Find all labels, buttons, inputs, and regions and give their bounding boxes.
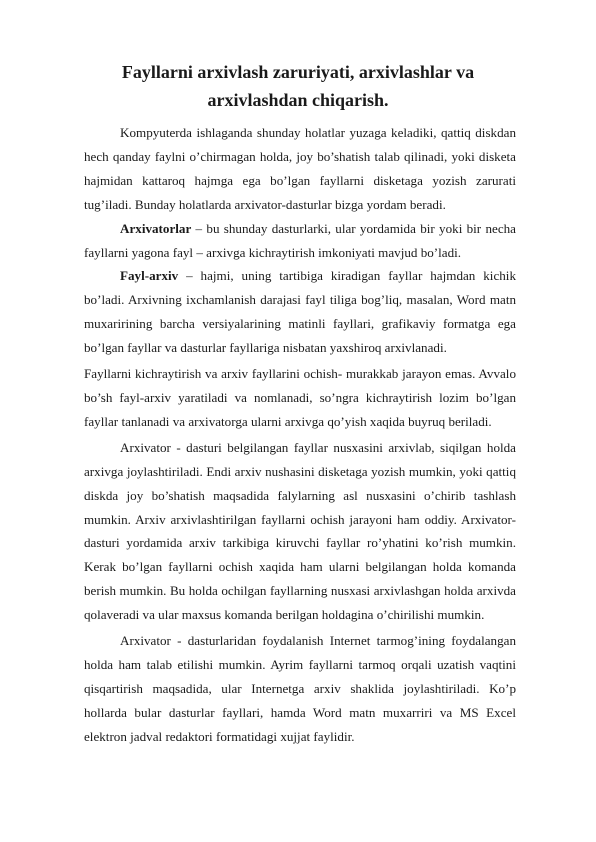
document-body bbox=[84, 121, 516, 749]
paragraph-arxivatorlar bbox=[84, 217, 516, 265]
paragraph-fayl-arxiv bbox=[84, 264, 516, 360]
paragraph-arxivator-dasturi: Arxivator - dasturi belgilangan fayllar nusxasini arxivlab, siqilgan holda arxivga joylashtiriladi. Endi arxiv nushasini disketaga yozish mumkin, yoki qattiq diskda joy bo’shatish maqsadida falylarning asl nusxasini o’chirib tashlash mumkin. Arxiv arxivlashtirilgan fayllarni ochish jarayoni ham oddiy. Arxivator-dasturi yordamida arxiv tarkibiga kiruvchi fayllar ro’yhatini ko’rish mumkin. Kerak bo’lgan fayllarni ochish xaqida ham ularni belgilangan holda komanda berish mumkin. Bu holda ochilgan fayllarning nusxasi arxivlashgan holda arxivda qolaveradi va ular maxsus komanda berilgan holdagina o’chirilishi mumkin. bbox=[84, 439, 516, 623]
definition-arxivatorlar: – bu shunday dasturlarki, ular yordamida bir yoki bir necha fayllarni yagona fayl – arxivga kichraytirish imkoniyati mavjud bo’ladi. bbox=[84, 220, 516, 260]
term-fayl-arxiv: Fayl-arxiv bbox=[120, 268, 179, 284]
term-arxivatorlar: Arxivatorlar bbox=[120, 220, 192, 236]
paragraph-intro: Kompyuterda ishlaganda shunday holatlar yuzaga keladiki, qattiq diskdan hech qanday faylni o’chirmagan holda, joy bo’shatish talab qilinadi, yoki disketa hajmidan kattaroq hajmga ega bo’lgan fayllarni disketaga yozish zarurati tug’iladi. Bunday holatlarda arxivator-dasturlar bizga yordam beradi. bbox=[84, 125, 516, 212]
paragraph-kichraytirish: Fayllarni kichraytirish va arxiv fayllarini ochish- murakkab jarayon emas. Avvalo bo’sh fayl-arxiv yaratiladi va nomlanadi, so’ngra kichraytirish lozim bo’lgan fayllar tanlanadi va arxivatorga ularni arxivga qo’yish xaqida buyruq beriladi. bbox=[84, 366, 516, 429]
definition-fayl-arxiv: – hajmi, uning tartibiga kiradigan fayllar hajmdan kichik bo’ladi. Arxivning ixchamlanish darajasi fayl tiliga bog’liq, masalan, Word matn muxaririning barcha versiyalarining matinli fayllari, grafikaviy formatga ega bo’lgan fayllar va dasturlar fayllariga nisbatan yaxshiroq arxivlanadi. bbox=[84, 268, 516, 356]
paragraph-internet: Arxivator - dasturlaridan foydalanish Internet tarmog’ining foydalangan holda ham talab etilishi mumkin. Ayrim fayllarni tarmoq orqali uzatish vaqtini qisqartirish maqsadida, ular Internetga arxiv shaklida joylashtiriladi. Ko’p hollarda bular dasturlar fayllari, hamda Word matn muxarriri va MS Excel elektron jadval redaktori formatidagi xujjat faylidir. bbox=[84, 633, 516, 744]
page-title: Fayllarni arxivlash zaruriyati, arxivlashlar va arxivlashdan chiqarish. bbox=[121, 62, 475, 110]
